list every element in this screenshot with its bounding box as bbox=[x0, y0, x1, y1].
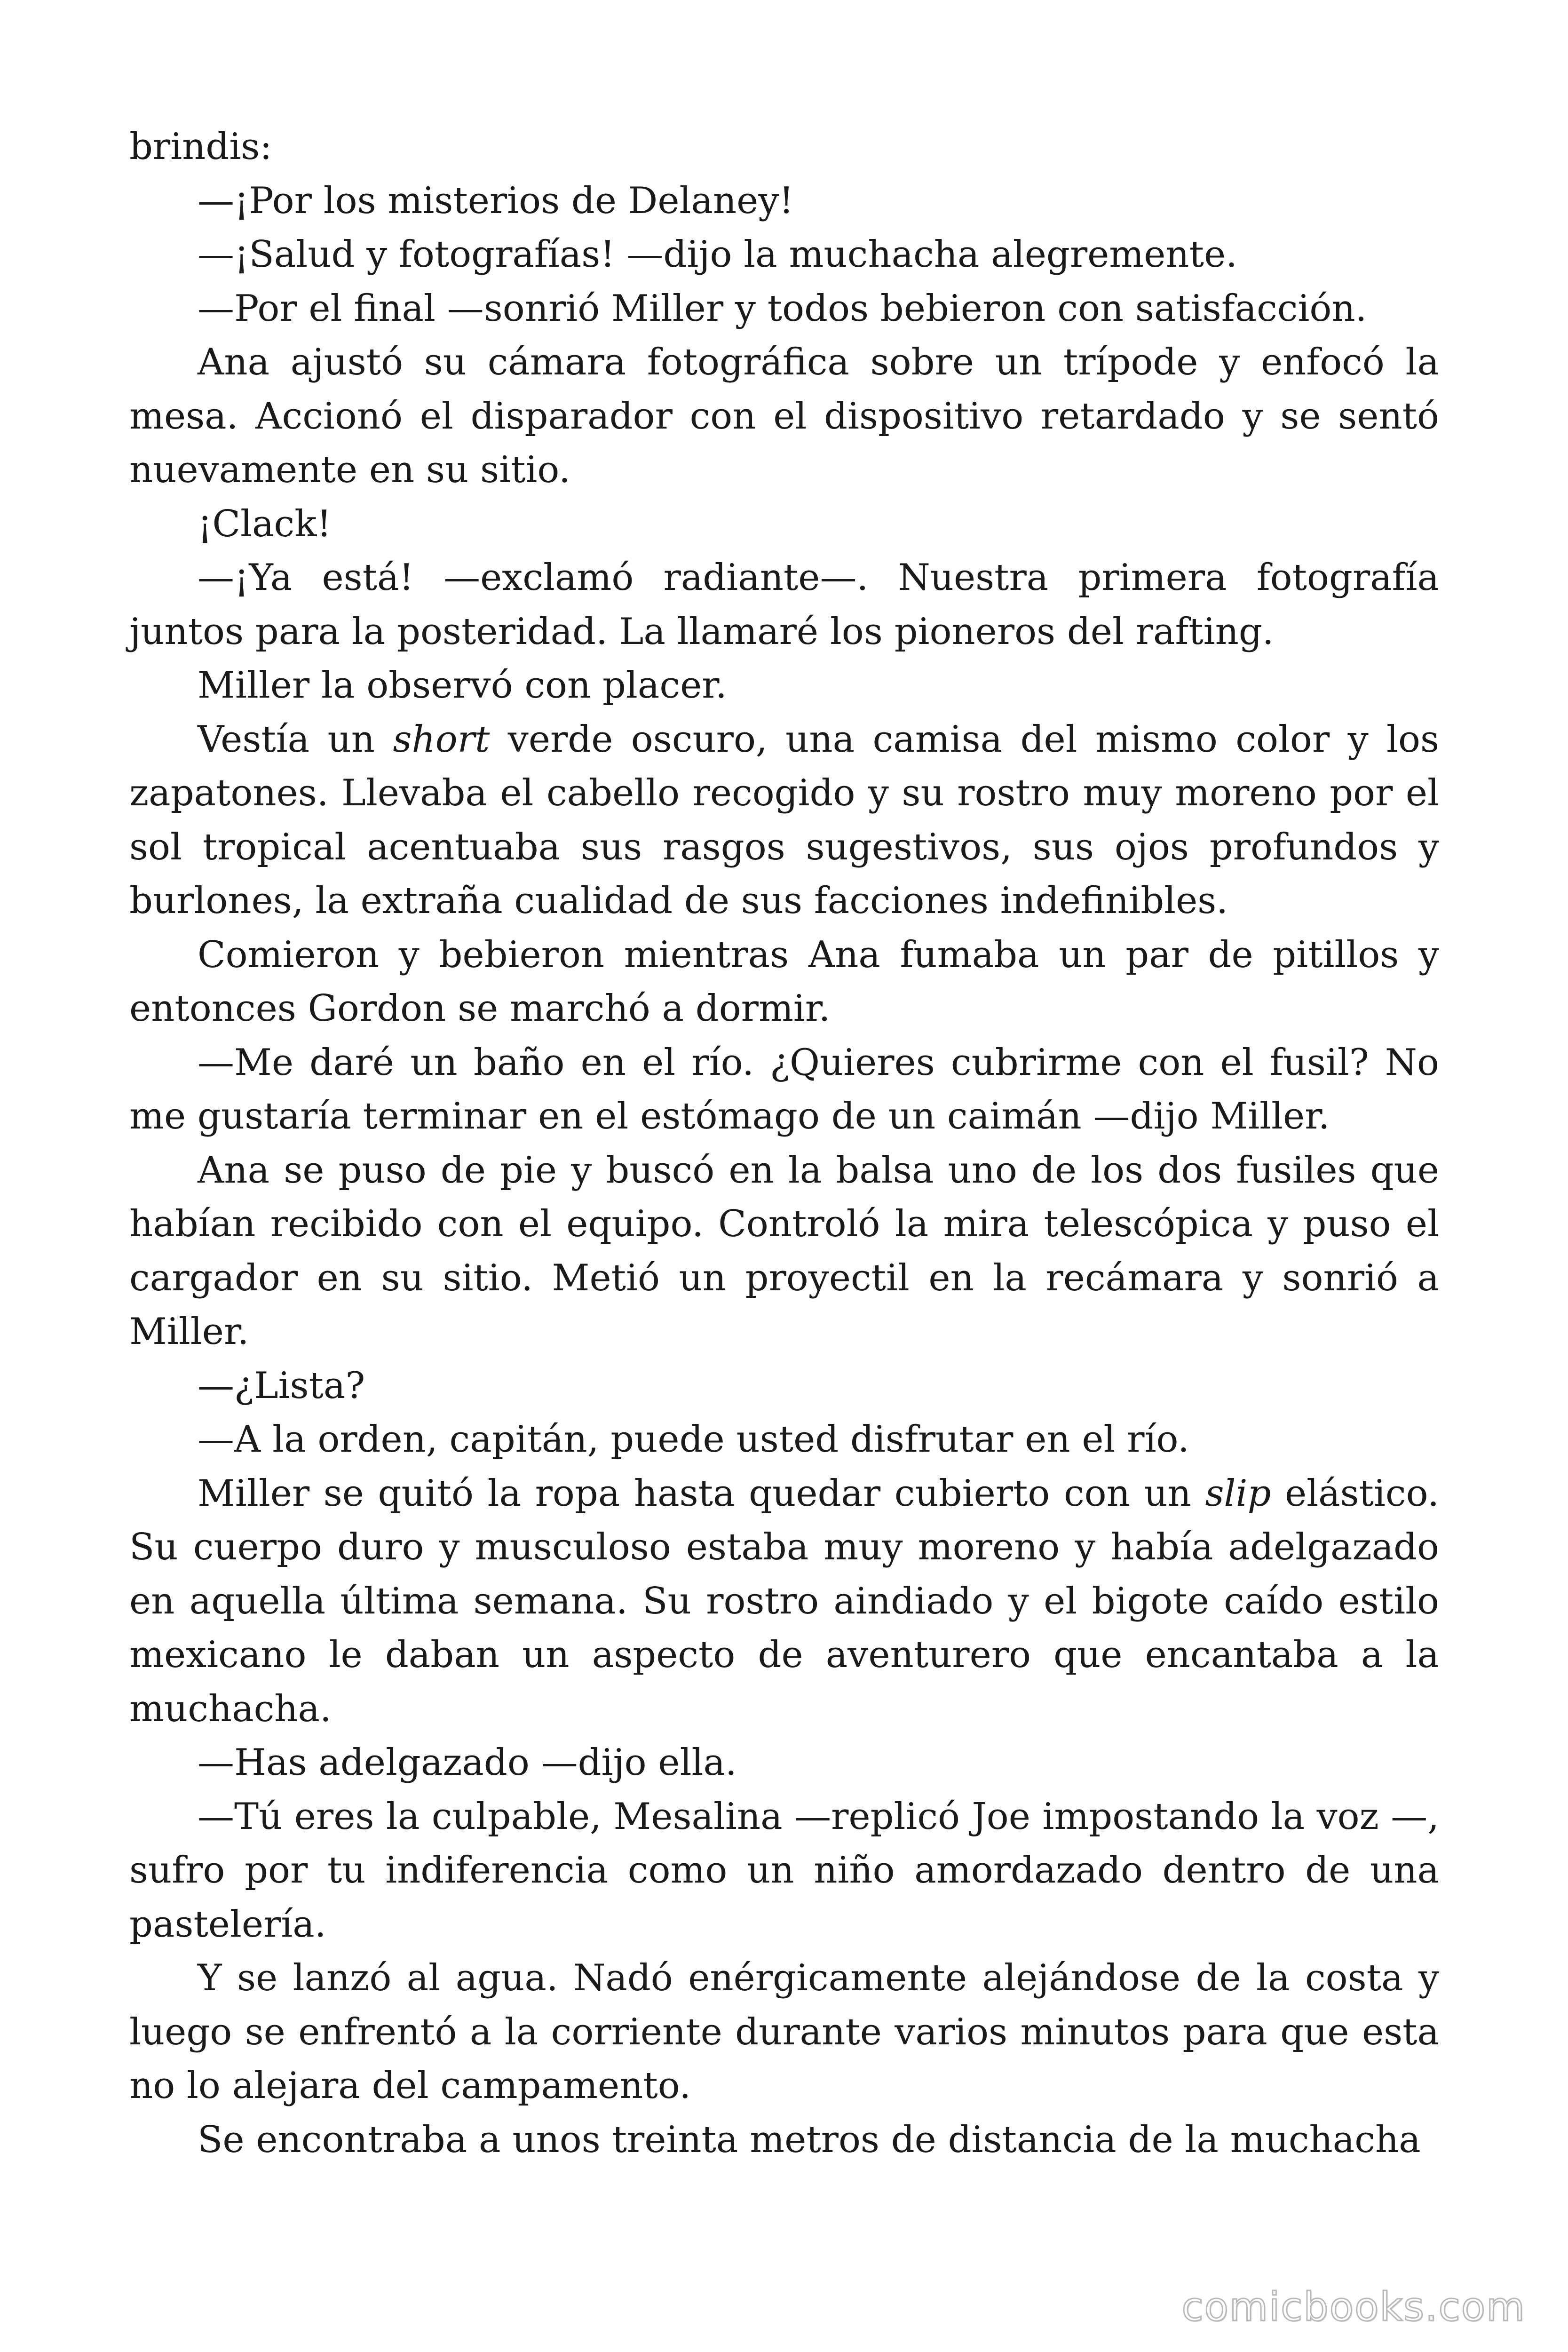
page-body bbox=[129, 120, 1439, 2167]
paragraph bbox=[129, 1413, 1439, 1467]
paragraph bbox=[129, 228, 1439, 282]
paragraph bbox=[129, 551, 1439, 659]
paragraph bbox=[129, 1736, 1439, 1790]
paragraph bbox=[129, 1359, 1439, 1413]
site-watermark: comicbooks.com bbox=[1181, 2284, 1526, 2330]
paragraph bbox=[129, 1951, 1439, 2113]
paragraph-text: —A la orden, capitán, puede usted disfrutar en el río. bbox=[198, 1418, 1189, 1461]
paragraph bbox=[129, 1467, 1439, 1736]
paragraph-text: —Me daré un baño en el río. ¿Quieres cubrirme con el fusil? No me gustaría terminar en el estómago de un caimán —dijo Miller. bbox=[129, 1041, 1439, 1137]
paragraph-text: —¡Salud y fotografías! —dijo la muchacha alegremente. bbox=[198, 233, 1237, 276]
paragraph bbox=[129, 497, 1439, 551]
paragraph-text: Ana ajustó su cámara fotográfica sobre un trípode y enfocó la mesa. Accionó el disparador con el dispositivo retardado y se sentó nuevamente en su sitio. bbox=[129, 341, 1439, 491]
paragraph-text: Comieron y bebieron mientras Ana fumaba un par de pitillos y entonces Gordon se marchó a dormir. bbox=[129, 933, 1439, 1030]
paragraph bbox=[129, 335, 1439, 497]
paragraph-text: Vestía un bbox=[198, 718, 393, 761]
paragraph-text: ¡Clack! bbox=[198, 502, 332, 545]
paragraph bbox=[129, 2113, 1439, 2167]
paragraph bbox=[129, 1036, 1439, 1144]
paragraph-text: —¡Ya está! —exclamó radiante—. Nuestra primera fotografía juntos para la posteridad. La llamaré los pioneros del rafting. bbox=[129, 556, 1439, 653]
paragraph-text: verde oscuro, una camisa del mismo color y los zapatones. Llevaba el cabello recogido y su rostro muy moreno por el sol tropical acentuaba sus rasgos sugestivos, sus ojos profundos y burlones, la extraña cualidad de sus facciones indefinibles. bbox=[129, 718, 1439, 922]
paragraph bbox=[129, 659, 1439, 713]
paragraph bbox=[129, 282, 1439, 336]
paragraph bbox=[129, 174, 1439, 228]
paragraph-text: —¿Lista? bbox=[198, 1364, 365, 1407]
paragraph-text: —Tú eres la culpable, Mesalina —replicó Joe impostando la voz —, sufro por tu indiferencia como un niño amordazado dentro de una pastelería. bbox=[129, 1795, 1439, 1946]
paragraph-text: Ana se puso de pie y buscó en la balsa uno de los dos fusiles que habían recibido con el equipo. Controló la mira telescópica y puso el cargador en su sitio. Metió un proyectil en la recámara y sonrió a Miller. bbox=[129, 1149, 1439, 1353]
paragraph bbox=[129, 1790, 1439, 1952]
paragraph-text: —Por el final —sonrió Miller y todos bebieron con satisfacción. bbox=[198, 287, 1367, 330]
italic-text: short bbox=[393, 718, 490, 761]
paragraph bbox=[129, 1144, 1439, 1359]
paragraph-text: —¡Por los misterios de Delaney! bbox=[198, 179, 794, 222]
paragraph bbox=[129, 120, 1439, 174]
paragraph-text: brindis: bbox=[129, 126, 272, 168]
paragraph-text: —Has adelgazado —dijo ella. bbox=[198, 1741, 737, 1784]
paragraph-text: Se encontraba a unos treinta metros de distancia de la muchacha bbox=[198, 2118, 1421, 2161]
paragraph bbox=[129, 928, 1439, 1036]
paragraph-text: Miller se quitó la ropa hasta quedar cubierto con un bbox=[198, 1472, 1205, 1515]
italic-text: slip bbox=[1205, 1472, 1271, 1515]
paragraph-text: elástico. Su cuerpo duro y musculoso estaba muy moreno y había adelgazado en aquella última semana. Su rostro aindiado y el bigote caído estilo mexicano le daban un aspecto de aventurero que encantaba a la muchacha. bbox=[129, 1472, 1439, 1730]
paragraph bbox=[129, 713, 1439, 928]
paragraph-text: Miller la observó con placer. bbox=[198, 664, 727, 707]
paragraph-text: Y se lanzó al agua. Nadó enérgicamente alejándose de la costa y luego se enfrentó a la corriente durante varios minutos para que esta no lo alejara del campamento. bbox=[129, 1957, 1439, 2107]
